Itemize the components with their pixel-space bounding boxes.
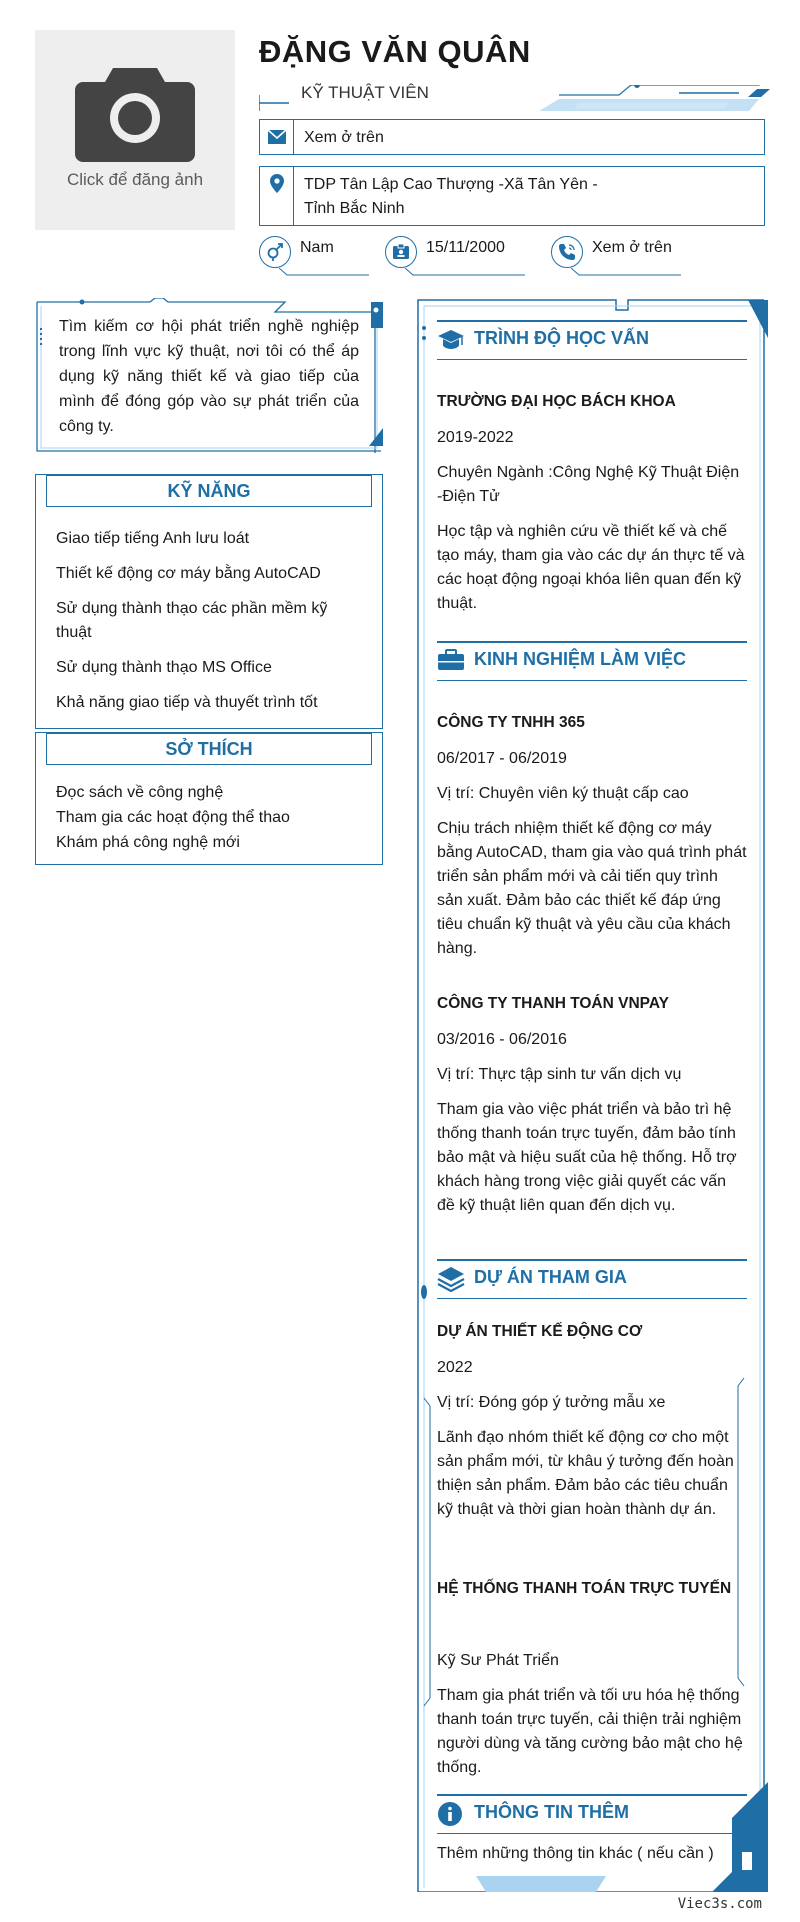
gender-field[interactable]	[259, 236, 369, 276]
birthdate-value: 15/11/2000	[426, 239, 505, 256]
birthdate-field[interactable]	[385, 236, 525, 276]
skill-item: Giao tiếp tiếng Anh lưu loát	[56, 530, 250, 547]
skill-item: Sử dụng thành thạo MS Office	[56, 659, 272, 676]
projects-header	[437, 1259, 747, 1299]
graduation-cap-icon	[437, 327, 465, 351]
education-description: Học tập và nghiên cứu về thiết kế và chế tạo máy, tham gia vào các dự án thực tế và các hoạt động ngoại khóa liên quan đến kỹ thuật.	[437, 523, 745, 612]
additional-info-text: Thêm những thông tin khác ( nếu cần )	[437, 1845, 714, 1862]
job-period: 03/2016 - 06/2016	[437, 1031, 567, 1048]
hobby-item: Tham gia các hoạt động thể thao	[56, 809, 290, 826]
experience-title: KINH NGHIỆM LÀM VIỆC	[474, 649, 687, 669]
briefcase-icon	[437, 648, 465, 672]
job-position: Vị trí: Chuyên viên ký thuật cấp cao	[437, 785, 689, 802]
phone-field[interactable]	[551, 236, 691, 276]
education-school: TRƯỜNG ĐẠI HỌC BÁCH KHOA	[437, 393, 676, 410]
job-period: 06/2017 - 06/2019	[437, 750, 567, 767]
job-position: Vị trí: Thực tập sinh tư vấn dịch vụ	[437, 1066, 682, 1083]
objective-text: Tìm kiếm cơ hội phát triển nghề nghiệp trong lĩnh vực kỹ thuật, nơi tôi có thể áp dụng kỹ năng thiết kế và giao tiếp của mình để đóng góp vào sự phát triển của công ty.	[59, 318, 359, 435]
layers-icon	[437, 1266, 465, 1292]
experience-header	[437, 641, 747, 681]
additional-info-title: THÔNG TIN THÊM	[474, 1802, 629, 1822]
project-name: HỆ THỐNG THANH TOÁN TRỰC TUYẾN	[437, 1580, 732, 1597]
skill-item: Sử dụng thành thạo các phần mềm kỹ thuật	[56, 600, 328, 641]
phone-value: Xem ở trên	[592, 239, 672, 256]
project-position: Kỹ Sư Phát Triển	[437, 1652, 559, 1669]
education-major: Chuyên Ngành :Công Nghệ Kỹ Thuật Điện -Điện Tử	[437, 464, 740, 505]
hobbies-section	[35, 732, 383, 865]
id-card-icon	[391, 242, 411, 262]
footer-watermark: Viec3s.com	[677, 1896, 762, 1912]
job-title: KỸ THUẬT VIÊN	[301, 83, 429, 102]
skill-item: Khả năng giao tiếp và thuyết trình tốt	[56, 694, 318, 711]
job-description: Tham gia vào việc phát triển và bảo trì hệ thống thanh toán trực tuyến, đảm bảo tính bảo mật và hiệu suất của hệ thống. Hỗ trợ khách hàng trong việc giải quyết các vấn đề kỹ thuật liên quan đến dịch vụ.	[437, 1101, 737, 1214]
info-icon	[437, 1801, 463, 1827]
education-years: 2019-2022	[437, 429, 514, 446]
education-header	[437, 320, 747, 360]
full-name: ĐẶNG VĂN QUÂN	[259, 34, 531, 69]
job-company: CÔNG TY THANH TOÁN VNPAY	[437, 995, 669, 1012]
project-description: Tham gia phát triển và tối ưu hóa hệ thống thanh toán trực tuyến, cải thiện trải nghiệm người dùng và tăng cường bảo mật cho hệ thống.	[437, 1687, 743, 1776]
hobbies-title: SỞ THÍCH	[46, 733, 372, 765]
job-company: CÔNG TY TNHH 365	[437, 714, 585, 731]
email-value: Xem ở trên	[304, 129, 384, 146]
skills-title: KỸ NĂNG	[46, 475, 372, 507]
education-title: TRÌNH ĐỘ HỌC VẤN	[474, 328, 649, 348]
project-position: Vị trí: Đóng góp ý tưởng mẫu xe	[437, 1394, 666, 1411]
avatar-upload[interactable]	[35, 30, 235, 230]
project-description: Lãnh đạo nhóm thiết kế động cơ cho một sản phẩm mới, từ khâu ý tưởng đến hoàn thiện sản phẩm. Đảm bảo các tiêu chuẩn kỹ thuật và thời gian hoàn thành dự án.	[437, 1429, 734, 1518]
projects-title: DỰ ÁN THAM GIA	[474, 1267, 627, 1287]
job-description: Chịu trách nhiệm thiết kế động cơ máy bằng AutoCAD, tham gia vào quá trình phát triển sản phẩm mới và cải tiến quy trình sản xuất. Đảm bảo các thiết kế đáp ứng tiêu chuẩn kỹ thuật và yêu cầu của khách hàng.	[437, 820, 747, 957]
envelope-icon	[267, 127, 287, 147]
additional-info-header	[437, 1794, 747, 1834]
address-line-2: Tỉnh Bắc Ninh	[304, 200, 405, 217]
address-field[interactable]	[259, 166, 765, 226]
gender-value: Nam	[300, 239, 334, 256]
address-line-1: TDP Tân Lập Cao Thượng -Xã Tân Yên -	[304, 176, 598, 193]
photo-caption: Click để đăng ảnh	[66, 170, 204, 189]
project-name: DỰ ÁN THIẾT KẾ ĐỘNG CƠ	[437, 1323, 643, 1340]
career-objective	[35, 298, 383, 453]
hobby-item: Đọc sách về công nghệ	[56, 784, 224, 801]
phone-icon	[557, 242, 577, 262]
skill-item: Thiết kế động cơ máy bằng AutoCAD	[56, 565, 321, 582]
map-pin-icon	[267, 173, 287, 195]
email-field[interactable]	[259, 119, 765, 155]
skills-section	[35, 474, 383, 729]
hobby-item: Khám phá công nghệ mới	[56, 834, 240, 851]
camera-icon	[75, 60, 195, 165]
project-year: 2022	[437, 1359, 473, 1376]
gender-icon	[265, 242, 285, 262]
